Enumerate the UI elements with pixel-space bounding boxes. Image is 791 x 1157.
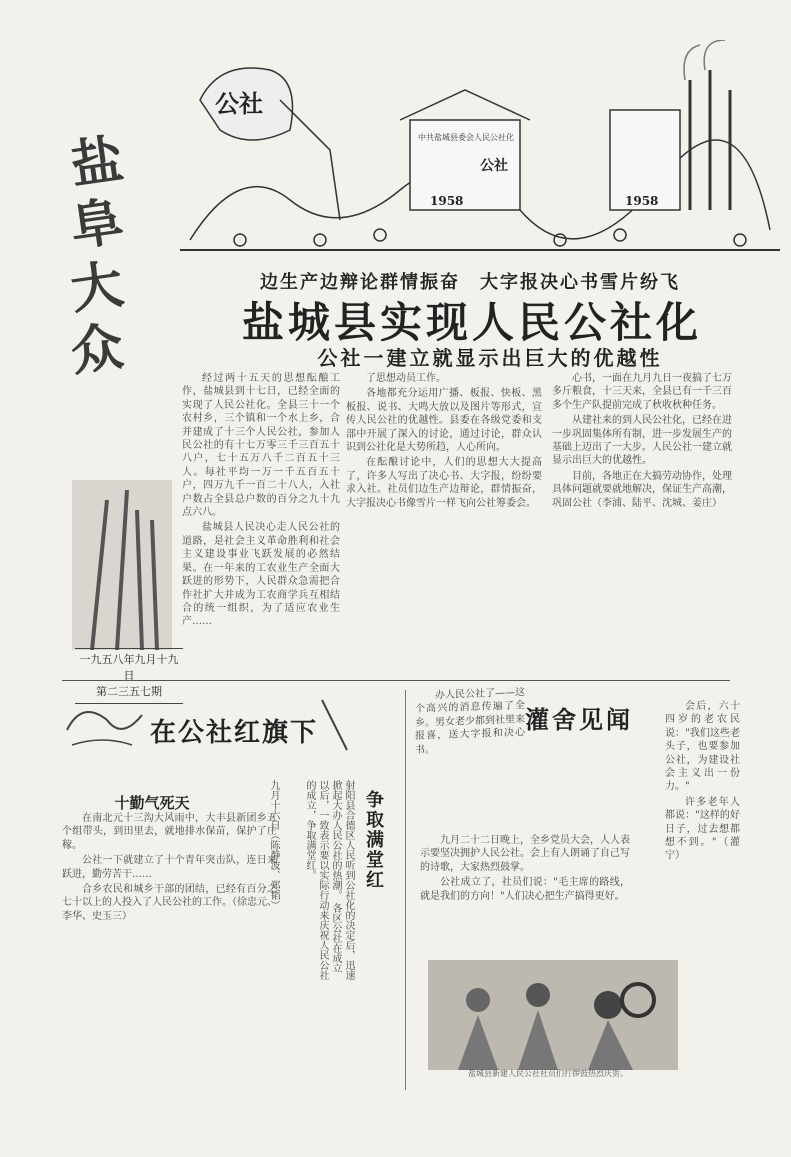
- paragraph: 九月二十二日晚上，全乡党员大会，人人表示要坚决拥护人民公社。会上有人朗诵了自己写的诗歌，大家热烈鼓掌。: [420, 835, 630, 873]
- article-1-title: 十勤气死天: [114, 794, 190, 812]
- header-year-2: 1958: [625, 194, 659, 208]
- paragraph: 在酝酿讨论中，人们的思想大大提高了，许多人写出了决心书、大字报，纷纷要求入社。社员们边生产边辩论，群情振奋，大字报决心书像雪片一样飞向公社筹委会。: [346, 457, 542, 509]
- paragraph: 在南北元十三沟大风雨中，大丰县新团乡五个组带头，到田里去，就地排水保苗，保护了庄稼。: [62, 813, 277, 851]
- issue-number: 第二三五七期: [96, 685, 162, 698]
- header-year-1: 1958: [430, 194, 464, 208]
- paragraph: 公社一下就建立了十个青年突击队，连日来跃进，勤劳苦干……: [62, 855, 277, 880]
- issue-date: 一九五八年九月十九日: [79, 653, 179, 682]
- masthead-char: 众: [66, 315, 127, 384]
- paragraph: 心书，一面在九月九日一夜搞了七万多斤粮食，十三天来，全县已有一千三百多个生产队提前完成了秋收秋种任务。: [552, 373, 732, 411]
- photo-caption: 盐城县新建人民公社社员们打锣鼓热烈庆贺。: [468, 1069, 628, 1078]
- right-article-title: 灌舍见闻: [525, 705, 633, 734]
- paragraph: 从建社来的到人民公社化，已经在进一步巩固集体所有制，进一步发展生产的基础上迈出了一大步。人民公社一建立就显示出巨大的优越性。: [552, 415, 732, 467]
- vertical-line: 九月十六日（陈静波、郑韬）: [268, 780, 279, 910]
- paragraph: 了思想动员工作。: [366, 373, 446, 384]
- header-banner-1: 公社: [215, 89, 263, 118]
- masthead-char: 阜: [66, 191, 127, 259]
- lead-column-3: [552, 372, 732, 672]
- paragraph: 经过两十五天的思想酝酿工作，盐城县到十七日，已经全面的实现了人民公社化。全县三十一个农村乡，三个镇和一个水上乡，合并建成了十三个人民公社，参加人民公社的有十七万零三千三百五十八户，七十五万八千二百五十三人。每社平均一万一千五百五十户，四万九千一百二十八人，入社户数占全县总户数的百分之九十九点六八。: [182, 373, 340, 519]
- section-banner-title: 在公社红旗下: [150, 718, 319, 748]
- section-divider: [62, 680, 730, 681]
- lead-deck: 公社一建立就显示出巨大的优越性: [317, 346, 663, 370]
- header-illustration: [180, 40, 780, 270]
- right-column-2: [420, 834, 630, 964]
- vertical-line: 射阳县合德区人民听到公社化的决定后，迅速掀起大办人民公社的热潮。: [330, 780, 354, 980]
- paragraph: 目前，各地正在大搞劳动协作，处理具体问题就要就地解决，保证生产高潮，巩固公社（李浦、陆平、沈城、姜庄）: [552, 470, 732, 509]
- paragraph: 许多老年人都说："这样的好日子，过去想都想不到。"（灌宁）: [665, 796, 740, 862]
- paragraph: 各地都充分运用广播、板报、快板、黑板报、说书、大鸣大放以及图片等形式，宣传人民公社的优越性。县委在各级党委和支部中开展了深入的讨论，通过讨论，群众认识到公社化是大势所趋，人心所向。: [346, 388, 542, 454]
- masthead-title: [62, 128, 132, 472]
- lead-column-2: [346, 372, 542, 612]
- header-sign: 中共盐城县委会人民公社化: [418, 133, 514, 142]
- lead-subhead: 边生产边辩论群情振奋 大字报决心书雪片纷飞: [260, 272, 680, 293]
- right-column-1: [415, 686, 525, 830]
- paragraph: 合乡农民和城乡干部的团结，已经有百分之七十以上的人投入了人民公社的工作。（徐忠元、李华、史玉三）: [62, 884, 277, 922]
- paragraph: 公社成立了，社员们说："毛主席的路线，就是我们的方向！"人们决心把生产搞得更好。: [420, 877, 630, 902]
- right-column-3: [665, 700, 740, 990]
- vertical-article-body-2: [215, 780, 280, 980]
- wheat-photo: [72, 480, 172, 650]
- vertical-line: 各区公社在成立以后，一致表示要以实际行动来庆祝人民公社的成立，争取满堂红。: [304, 780, 341, 980]
- masthead-char: 盐: [66, 128, 127, 197]
- vertical-article-body: [290, 780, 355, 980]
- header-banner-2: 公社: [480, 158, 508, 174]
- masthead-char: 大: [66, 253, 127, 322]
- column-divider: [405, 690, 406, 1090]
- lead-column-1: [182, 372, 340, 662]
- paragraph: 盐城县人民决心走人民公社的道路，是社会主义革命胜利和社会主义建设事业飞跃发展的必然结果。在一年来的工农业生产全面大跃进的形势下，人民群众急需把合作社扩大并成为工农商学兵互相结合的统一组织，为了适应农业生产……: [182, 522, 340, 628]
- celebration-photo: [428, 960, 678, 1070]
- paragraph: 办人民公社了——这个高兴的消息传遍了全乡。男女老少都到社里来报喜，送大字报和决心书。: [415, 687, 525, 756]
- vertical-article-title: 争取满堂红: [363, 790, 384, 890]
- paragraph: 会后，六十四岁的老农民说："我们这些老头子，也要参加公社，为建设社会主义出一份力。": [665, 701, 740, 793]
- lead-headline: 盐城县实现人民公社化: [241, 298, 702, 347]
